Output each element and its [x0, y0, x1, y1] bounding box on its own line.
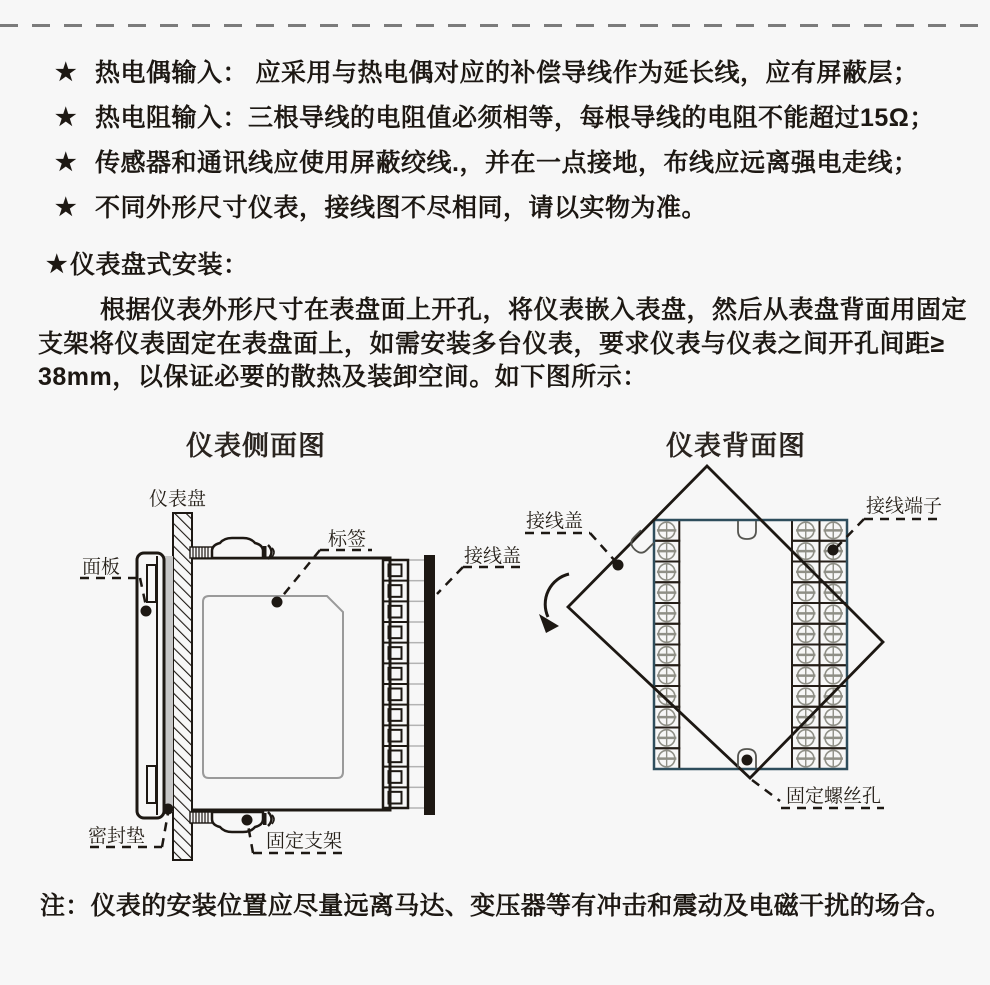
front-bezel: [137, 553, 164, 818]
bullet-text: 不同外形尺寸仪表，接线图不尽相同，请以实物为准。: [95, 194, 708, 222]
label-gasket: 密封垫: [88, 826, 146, 847]
star-icon: ★: [55, 194, 77, 221]
bullet-text: 热电偶输入： 应采用与热电偶对应的补偿导线作为延长线，应有屏蔽层；: [95, 59, 919, 87]
terminal-column-left: [654, 520, 679, 769]
installation-diagrams: [0, 455, 990, 880]
bottom-note: 注：仪表的安装位置应尽量远离马达、变压器等有冲击和震动及电磁干扰的场合。: [40, 892, 951, 920]
label-panel: 仪表盘: [149, 489, 207, 510]
install-paragraph: [38, 294, 968, 395]
label-terminal-cover: 接线盖: [526, 511, 584, 532]
label-tag: 标签: [328, 529, 367, 550]
star-icon: ★: [46, 251, 68, 278]
label-front-panel: 面板: [82, 557, 121, 578]
star-icon: ★: [55, 104, 77, 131]
star-icon: ★: [55, 59, 77, 86]
top-dashed-divider: [0, 24, 990, 27]
panel-wall: [173, 513, 192, 860]
bullet-row: [0, 58, 990, 88]
bullet-row: [0, 103, 990, 133]
bullet-text: 传感器和通讯线应使用屏蔽绞线.，并在一点接地，布线应远离强电走线；: [95, 149, 919, 177]
bracket-dot: [242, 815, 253, 826]
label-terminal-cover: 接线盖: [464, 546, 522, 567]
section-header: [0, 250, 990, 280]
bezel-clip-top: [147, 565, 156, 602]
terminal-cover-bar: [424, 555, 435, 815]
bullet-row: [0, 193, 990, 223]
bezel-clip-bottom: [147, 766, 156, 803]
leader-lines: [525, 519, 942, 808]
section-title: 仪表盘式安装：: [70, 251, 249, 279]
tag-dot: [272, 597, 283, 608]
top-notch: [738, 521, 756, 539]
bottom-bracket: [190, 812, 274, 832]
paragraph-line: 38mm，以保证必要的散热及装卸空间。如下图所示：: [38, 363, 648, 391]
top-bracket: [190, 538, 274, 559]
star-icon: ★: [55, 149, 77, 176]
gasket-dot: [163, 804, 174, 815]
label-screw-hole: 固定螺丝孔: [786, 786, 882, 807]
back-view-title: 仪表背面图: [666, 431, 806, 461]
terminal-strip: [383, 560, 424, 808]
front-panel-dot: [141, 606, 152, 617]
back-view-diagram: [525, 466, 942, 808]
bullet-row: [0, 148, 990, 178]
side-view-title: 仪表侧面图: [186, 431, 326, 461]
paragraph-line: 根据仪表外形尺寸在表盘面上开孔，将仪表嵌入表盘，然后从表盘背面用固定: [100, 296, 968, 324]
label-bracket: 固定支架: [266, 831, 343, 852]
paragraph-line: 支架将仪表固定在表盘面上，如需安装多台仪表，要求仪表与仪表之间开孔间距≥: [38, 329, 945, 358]
label-terminal: 接线端子: [866, 496, 943, 517]
tag-area: [203, 596, 343, 778]
rotation-arrow: [539, 574, 569, 633]
bullet-text: 热电阻输入：三根导线的电阻值必须相等，每根导线的电阻不能超过15Ω；: [95, 104, 935, 132]
side-view-diagram: [80, 488, 524, 860]
screw-hole-dot: [742, 755, 753, 766]
